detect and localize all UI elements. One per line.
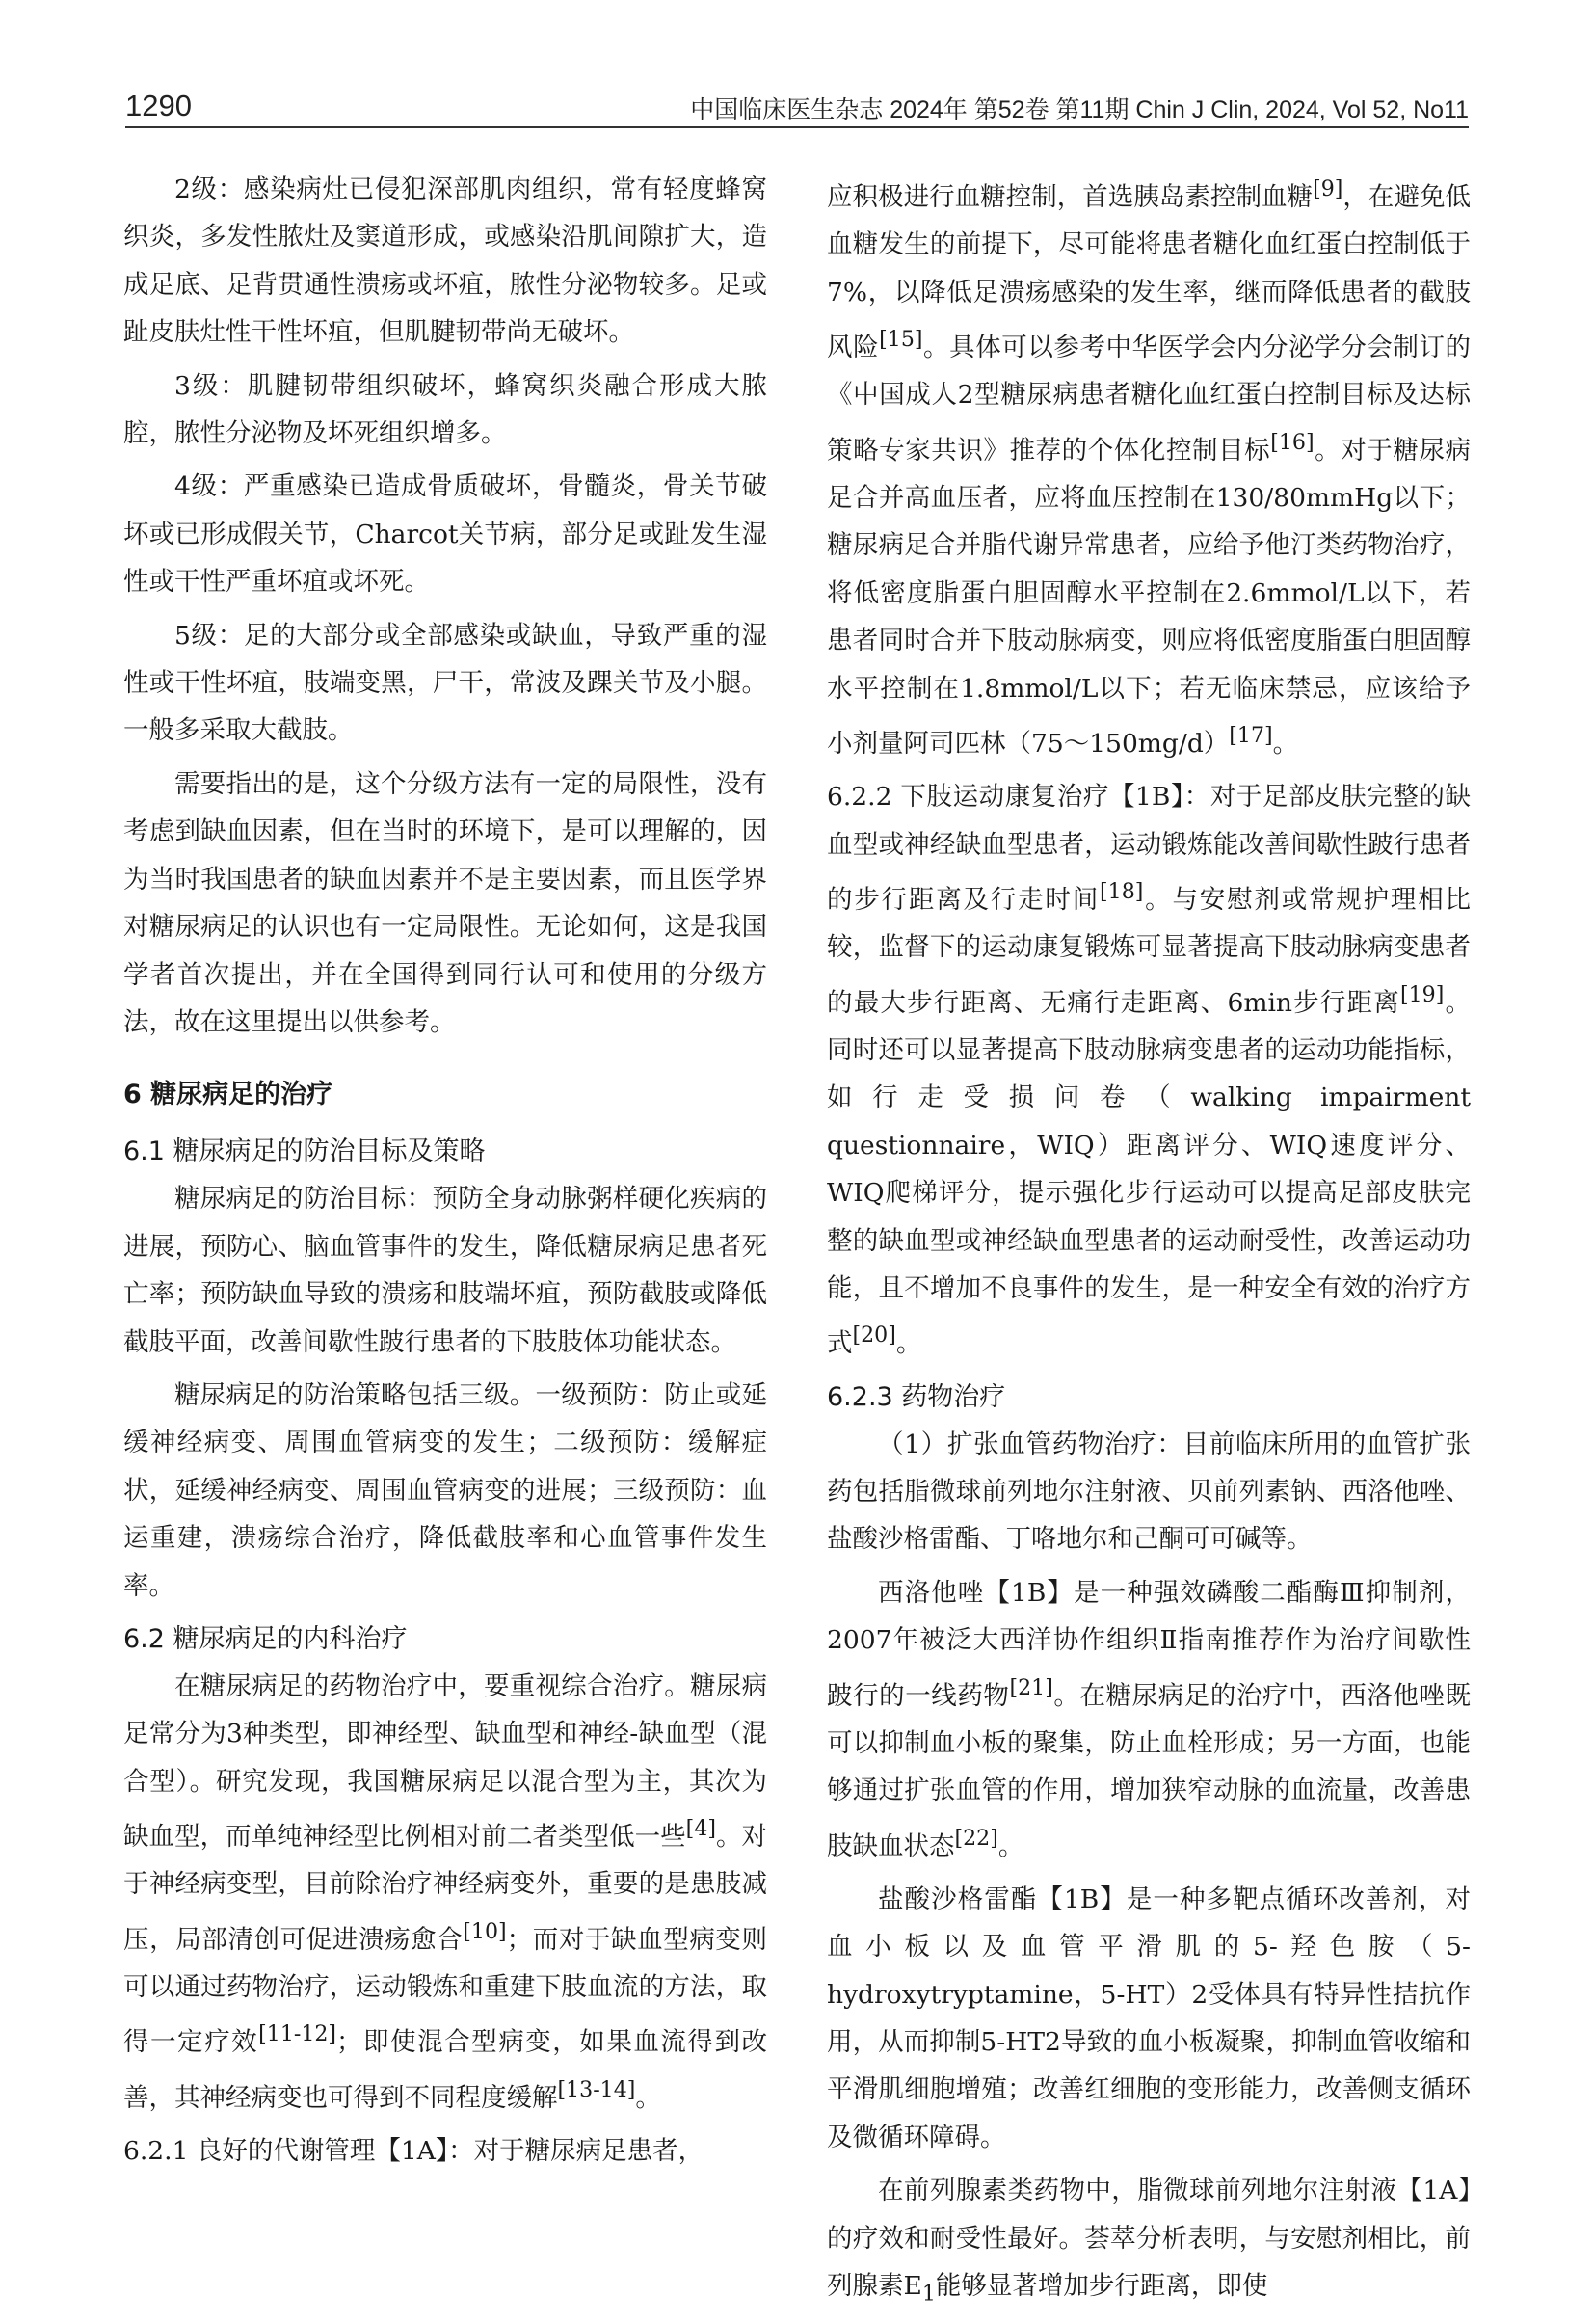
section-heading-6-1: 6.1 糖尿病足的防治目标及策略 <box>123 1136 486 1167</box>
section-heading-6-2-3: 6.2.3 药物治疗 <box>827 1381 1006 1412</box>
text-segment: 对于糖尿病足患者， <box>473 2135 704 2166</box>
text-segment: 。 <box>635 2082 661 2113</box>
header-rule <box>125 126 1469 128</box>
paragraph-prevention-strategy: 糖尿病足的防治策略包括三级。一级预防：防止或延缓神经病变、周围血管病变的发生；二级预防：缓解症状，延缓神经病变、周围血管病变的进展；三级预防：血运重建，溃疡综合治疗，降低截肢率和心血管事件发生率。 <box>123 1379 767 1601</box>
citation: [18] <box>1100 880 1144 904</box>
paragraph-vasodilators: （1）扩张血管药物治疗：目前临床所用的血管扩张药包括脂微球前列地尔注射液、贝前列素钠、西洛他唑、盐酸沙格雷酯、丁咯地尔和己酮可可碱等。 <box>827 1429 1471 1555</box>
citation: [4] <box>685 1817 716 1842</box>
section-heading-6-2: 6.2 糖尿病足的内科治疗 <box>123 1623 408 1654</box>
text-segment: 。对于糖尿病足合并高血压者，应将血压控制在130/80mmHg以下；糖尿病足合并脂代谢异常患者，应给予他汀类药物治疗，将低密度脂蛋白胆固醇水平控制在2.6mmol/L以下，若患者同时合并下肢动脉病变，则应将低密度脂蛋白胆固醇水平控制在1.8mmol/L以下；若无临床禁忌，应该给予小剂量阿司匹林（75～150mg/d） <box>827 435 1472 759</box>
text-segment: 在糖尿病足的药物治疗中，要重视综合治疗。糖尿病足常分为3种类型，即神经型、缺血型和神经-缺血型（混合型）。研究发现，我国糖尿病足以混合型为主，其次为缺血型，而单纯神经型比例相对前二者类型低一些 <box>123 1670 767 1853</box>
citation: [15] <box>879 328 923 353</box>
paragraph-prevention-goals: 糖尿病足的防治目标：预防全身动脉粥样硬化疾病的进展，预防心、脑血管事件的发生，降低糖尿病足患者死亡率；预防缺血导致的溃疡和肢端坏疽，预防截肢或降低截肢平面，改善间歇性跛行患者的下肢肢体功能状态。 <box>123 1184 767 1357</box>
citation: [19] <box>1399 982 1445 1007</box>
text-segment: ；即使混合型病变，如果血流得到改善，其神经病变也可得到不同程度缓解 <box>123 2027 767 2113</box>
citation: [10] <box>463 1919 507 1944</box>
right-column <box>827 166 1471 2324</box>
paragraph-exercise-rehab <box>827 773 1471 1367</box>
section-heading-6-2-2: 6.2.2 下肢运动康复治疗【1B】： <box>827 782 1210 813</box>
text-segment: 。 <box>895 1328 922 1359</box>
text-segment: 在前列腺素类药物中，脂微球前列地尔注射液【1A】的疗效和耐受性最好。荟萃分析表明，与安慰剂相比，前列腺素E <box>827 2176 1471 2302</box>
text-segment: 对于足部皮肤完整的缺血型或神经缺血型患者，运动锻炼能改善间歇性跛行患者的步行距离及行走时间 <box>827 782 1471 915</box>
subscript: 1 <box>921 2282 936 2307</box>
paragraph-cilostazol <box>827 1569 1471 1870</box>
paragraph-grade-3: 3级：肌腱韧带组织破坏，蜂窝织炎融合形成大脓腔，脓性分泌物及坏死组织增多。 <box>123 370 767 449</box>
paragraph-metabolic-management <box>827 166 1471 767</box>
text-segment: ；而对于缺血型病变则可以通过药物治疗，运动锻炼和重建下肢血流的方法，取得一定疗效 <box>123 1924 768 2058</box>
text-segment: 应积极进行血糖控制，首选胰岛素控制血糖 <box>827 181 1314 212</box>
text-segment: 西洛他唑【1B】是一种强效磷酸二酯酶Ⅲ抑制剂，2007年被泛大西洋协作组织Ⅱ指南推荐作为治疗间歇性跛行的一线药物 <box>827 1577 1471 1711</box>
text-segment: 。对于神经病变型，目前除治疗神经病变外，重要的是患肢减压，局部清创可促进溃疡愈合 <box>123 1822 768 1955</box>
paragraph-sarpogrelate: 盐酸沙格雷酯【1B】是一种多靶点循环改善剂，对血小板以及血管平滑肌的5-羟色胺（5-hydroxytryptamine，5-HT）2受体具有特异性拮抗作用，从而抑制5-HT2导致的血小板凝聚，抑制血管收缩和平滑肌细胞增殖；改善红细胞的变形能力，改善侧支循环及微循环障碍。 <box>827 1883 1471 2152</box>
paragraph-grade-5: 5级：足的大部分或全部感染或缺血，导致严重的湿性或干性坏疽，肢端变黑，尸干，常波及踝关节及小腿。一般多采取大截肢。 <box>123 620 767 746</box>
text-segment: 。与安慰剂或常规护理相比较，监督下的运动康复锻炼可显著提高下肢动脉病变患者的最大步行距离、无痛行走距离、6min步行距离 <box>827 884 1472 1018</box>
section-heading-6-2-1: 6.2.1 良好的代谢管理【1A】： <box>123 2135 474 2166</box>
citation: [22] <box>954 1826 998 1851</box>
paragraph-medical-treatment <box>123 1663 767 2122</box>
citation: [16] <box>1270 430 1315 455</box>
citation: [21] <box>1009 1675 1053 1700</box>
citation: [20] <box>852 1323 896 1349</box>
citation: [9] <box>1313 177 1343 201</box>
citation: [17] <box>1229 723 1273 748</box>
page-number: 1290 <box>125 89 192 122</box>
left-column <box>123 166 767 2180</box>
text-segment: 。 <box>997 1830 1024 1861</box>
text-segment: 。具体可以参考中华医学会内分泌学分会制订的《中国成人2型糖尿病患者糖化血红蛋白控制目标及达标策略专家共识》推荐的个体化控制目标 <box>827 332 1472 466</box>
running-head: 中国临床医生杂志 2024年 第52卷 第11期 Chin J Clin, 2024, Vol 52, No11 <box>690 96 1469 123</box>
citation: [11-12] <box>258 2022 337 2047</box>
paragraph-grade-4: 4级：严重感染已造成骨质破坏，骨髓炎，骨关节破坏或已形成假关节，Charcot关节病，部分足或趾发生湿性或干性严重坏疽或坏死。 <box>123 471 767 598</box>
section-heading-6: 6 糖尿病足的治疗 <box>123 1080 333 1110</box>
text-segment: 能够显著增加步行距离，即使 <box>935 2271 1268 2302</box>
text-segment: ，在避免低血糖发生的前提下，尽可能将患者糖化血红蛋白控制低于7%，以降低足溃疡感染的发生率，继而降低患者的截肢风险 <box>827 181 1472 362</box>
paragraph-metabolic-management-start <box>123 2127 767 2175</box>
citation: [13-14] <box>557 2077 636 2102</box>
paragraph-prostaglandins <box>827 2167 1471 2318</box>
paragraph-grading-note: 需要指出的是，这个分级方法有一定的局限性，没有考虑到缺血因素，但在当时的环境下，是可以理解的，因为当时我国患者的缺血因素并不是主要因素，而且医学界对糖尿病足的认识也有一定局限性。无论如何，这是我国学者首次提出，并在全国得到同行认可和使用的分级方法，故在这里提出以供参考。 <box>123 768 767 1037</box>
text-segment: 。在糖尿病足的治疗中，西洛他唑既可以抑制血小板的聚集，防止血栓形成；另一方面，也能够通过扩张血管的作用，增加狭窄动脉的血流量，改善患肢缺血状态 <box>827 1680 1472 1861</box>
text-segment: 。同时还可以显著提高下肢动脉病变患者的运动功能指标，如行走受损问卷（walking impairment questionnaire，WIQ）距离评分、WIQ速度评分、WIQ爬梯评分，提示强化步行运动可以提高足部皮肤完整的缺血型或神经缺血型患者的运动耐受性，改善运动功能，且不增加不良事件的发生，是一种安全有效的治疗方式 <box>827 987 1472 1359</box>
paragraph-grade-2: 2级：感染病灶已侵犯深部肌肉组织，常有轻度蜂窝织炎，多发性脓灶及窦道形成，或感染沿肌间隙扩大，造成足底、足背贯通性溃疡或坏疽，脓性分泌物较多。足或趾皮肤灶性干性坏疽，但肌腱韧带尚无破坏。 <box>123 174 767 348</box>
text-segment: 。 <box>1272 728 1299 759</box>
